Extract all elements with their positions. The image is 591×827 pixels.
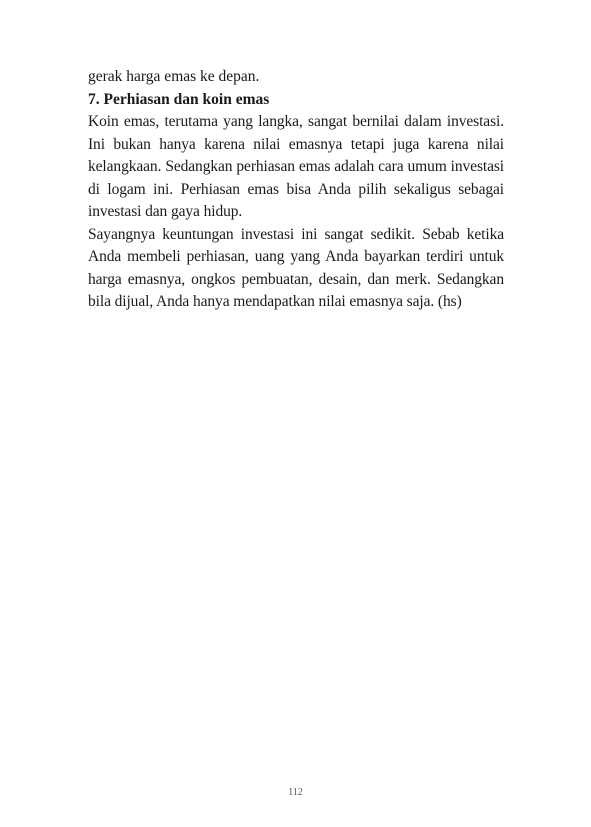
- document-page: [88, 66, 504, 314]
- continuation-line: gerak harga emas ke depan.: [88, 68, 260, 85]
- section-heading: 7. Perhiasan dan koin emas: [88, 90, 270, 108]
- page-number: 112: [288, 787, 303, 798]
- paragraph-coins: Koin emas, terutama yang langka, sangat bernilai dalam investasi. Ini bukan hanya karena nilai emasnya tetapi juga karena nilai kelangkaan. Sedangkan perhiasan emas adalah cara umum investasi di logam ini. Perhiasan emas bisa Anda pilih sekaligus sebagai investasi dan gaya hidup.: [88, 113, 504, 220]
- paragraph-drawbacks: Sayangnya keuntungan investasi ini sangat sedikit. Sebab ketika Anda membeli perhiasan, uang yang Anda bayarkan terdiri untuk harga emasnya, ongkos pembuatan, desain, dan merk. Sedangkan bila dijual, Anda hanya mendapatkan nilai emasnya saja. (hs): [88, 225, 504, 310]
